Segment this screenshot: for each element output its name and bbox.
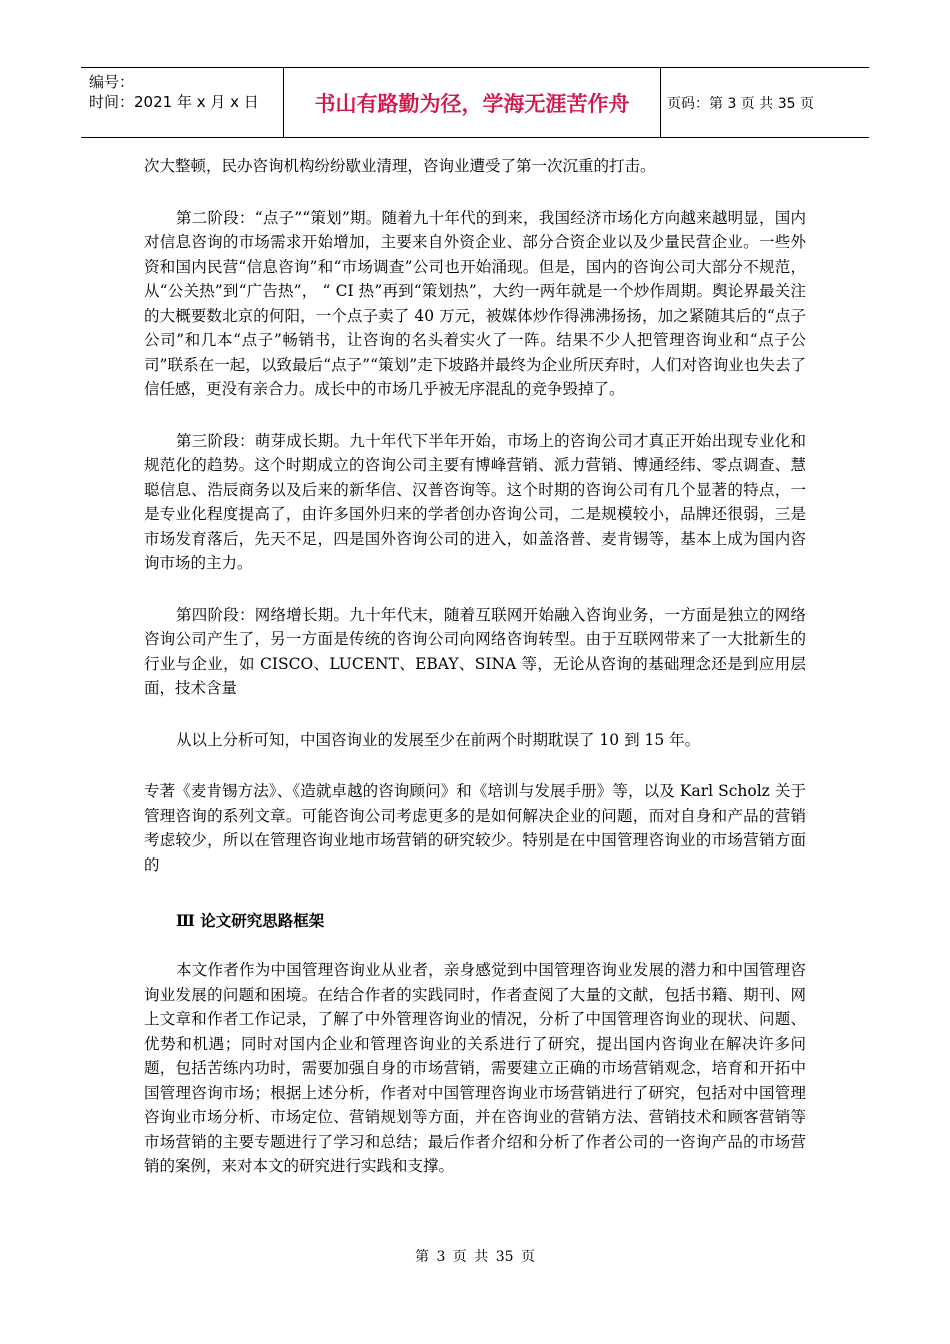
header-meta (81, 68, 284, 137)
header-motto: 书山有路勤为径，学海无涯苦作舟 (284, 68, 661, 137)
document-body (144, 154, 806, 1179)
section-heading: Ⅲ 论文研究思路框架 (176, 911, 325, 930)
header-time-label: 时间：2021 年 x 月 x 日 (89, 93, 259, 111)
paragraph-continuation: 次大整顿，民办咨询机构纷纷歇业清理，咨询业遭受了第一次沉重的打击。 (144, 157, 656, 175)
paragraph-literature: 专著《麦肯锡方法》、《造就卓越的咨询顾问》和《培训与发展手册》等，以及 Karl Scholz 关于管理咨询的系列文章。可能咨询公司考虑更多的是如何解决企业的问题，而对自身和产品的营销考虑较少，所以在管理咨询业地市场营销的研究较少。特别是在中国管理咨询业的市场营销方面的 (144, 782, 806, 874)
page-header (81, 67, 869, 138)
paragraph-research-framework: 本文作者作为中国管理咨询业从业者，亲身感觉到中国管理咨询业发展的潜力和中国管理咨询业发展的问题和困境。在结合作者的实践同时，作者查阅了大量的文献，包括书籍、期刊、网上文章和作者工作记录，了解了中外管理咨询业的情况，分析了中国管理咨询业的现状、问题、优势和机遇；同时对国内企业和管理咨询业的关系进行了研究，提出国内咨询业在解决许多问题，包括苦练内功时，需要加强自身的市场营销，需要建立正确的市场营销观念，培育和开拓中国管理咨询市场；根据上述分析，作者对中国管理咨询业市场营销进行了研究，包括对中国管理咨询业市场分析、市场定位、营销规划等方面，并在咨询业的营销方法、营销技术和顾客营销等市场营销的主要专题进行了学习和总结；最后作者介绍和分析了作者公司的一咨询产品的市场营销的案例，来对本文的研究进行实践和支撑。 (144, 961, 806, 1175)
page-footer: 第 3 页 共 35 页 (415, 1249, 535, 1265)
header-number-label: 编号： (89, 73, 135, 91)
header-page-info: 页码：第 3 页 共 35 页 (667, 95, 814, 112)
paragraph-stage-three: 第三阶段：萌芽成长期。九十年代下半年开始，市场上的咨询公司才真正开始出现专业化和规范化的趋势。这个时期成立的咨询公司主要有博峰营销、派力营销、博通经纬、零点调查、慧聪信息、浩辰商务以及后来的新华信、汉普咨询等。这个时期的咨询公司有几个显著的特点，一是专业化程度提高了，由许多国外归来的学者创办咨询公司，二是规模较小，品牌还很弱，三是市场发育落后，先天不足，四是国外咨询公司的进入，如盖洛普、麦肯锡等，基本上成为国内咨询市场的主力。 (144, 431, 806, 572)
paragraph-stage-four: 第四阶段：网络增长期。九十年代末，随着互联网开始融入咨询业务，一方面是独立的网络咨询公司产生了，另一方面是传统的咨询公司向网络咨询转型。由于互联网带来了一大批新生的行业与企业，如 CISCO、LUCENT、EBAY、SINA 等，无论从咨询的基础理念还是到应用层面，技术含量 (144, 605, 806, 697)
paragraph-stage-two: 第二阶段：“点子”“策划”期。随着九十年代的到来，我国经济市场化方向越来越明显，国内对信息咨询的市场需求开始增加，主要来自外资企业、部分合资企业以及少量民营企业。一些外资和国内民营“信息咨询”和“市场调查”公司也开始涌现。但是，国内的咨询公司大部分不规范，从“公关热”到“广告热”， “ CI 热”再到“策划热”，大约一两年就是一个炒作周期。舆论界最关注的大概要数北京的何阳，一个点子卖了 40 万元，被媒体炒作得沸沸扬扬，加之紧随其后的“点子公司”和几本“点子”畅销书，让咨询的名头着实火了一阵。结果不少人把管理咨询业和“点子公司”联系在一起，以致最后“点子”“策划”走下坡路并最终为企业所厌弃时，人们对咨询业也失去了信任感，更没有亲合力。成长中的市场几乎被无序混乱的竞争毁掉了。 (144, 208, 806, 398)
paragraph-summary: 从以上分析可知，中国咨询业的发展至少在前两个时期耽误了 10 到 15 年。 (176, 730, 701, 749)
